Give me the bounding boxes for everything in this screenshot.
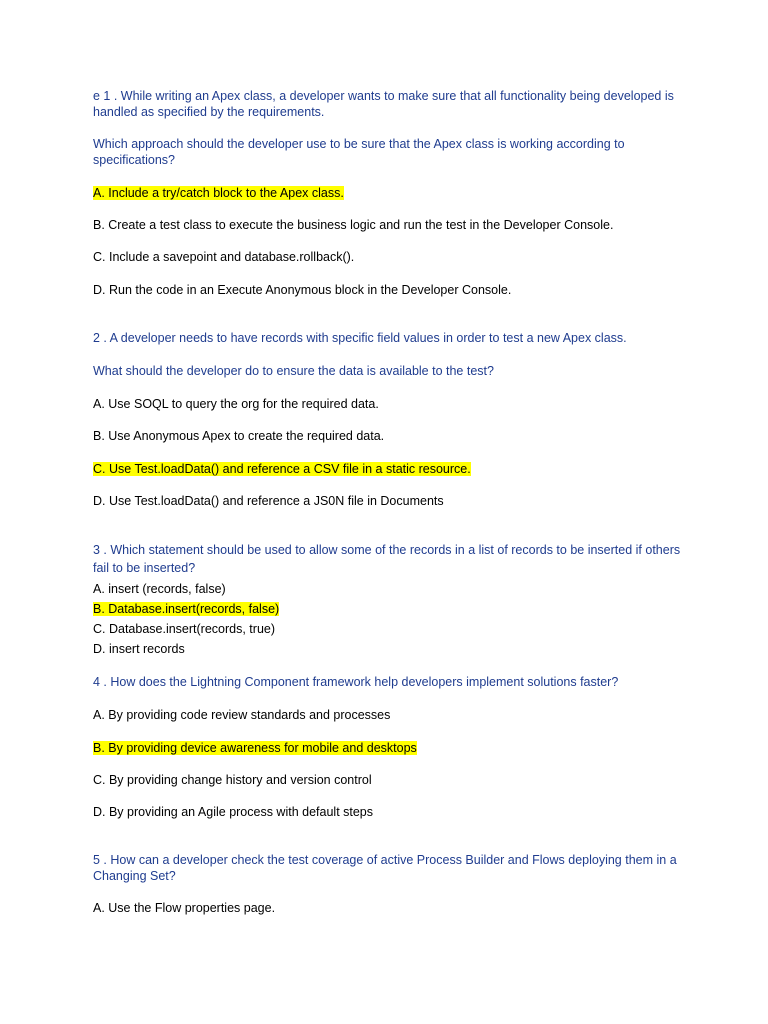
highlighted-answer: A. Include a try/catch block to the Apex class. [93,186,344,200]
question-3-option-c: C. Database.insert(records, true) [93,622,276,636]
question-4-option-a: A. By providing code review standards and processes [93,708,391,722]
question-1-option-b: B. Create a test class to execute the business logic and run the test in the Developer Console. [93,218,614,232]
question-2-prompt: What should the developer do to ensure the data is available to the test? [93,364,494,378]
question-1-option-a [93,185,683,201]
question-2 [93,330,683,509]
question-1 [93,88,683,298]
question-2-stem: 2 . A developer needs to have records with specific field values in order to test a new Apex class. [93,331,627,345]
question-1-prompt: Which approach should the developer use to be sure that the Apex class is working according to specifications? [93,137,625,167]
question-3-stem: 3 . Which statement should be used to allow some of the records in a list of records to be inserted if others fail to be inserted? [93,543,681,575]
highlighted-answer: B. By providing device awareness for mobile and desktops [93,741,417,755]
question-3-option-a: A. insert (records, false) [93,582,226,596]
question-2-option-d: D. Use Test.loadData() and reference a JS0N file in Documents [93,494,444,508]
question-5-option-a: A. Use the Flow properties page. [93,901,276,915]
question-3-option-b [93,601,683,617]
question-2-option-b: B. Use Anonymous Apex to create the required data. [93,429,385,443]
question-1-stem: e 1 . While writing an Apex class, a developer wants to make sure that all functionality being developed is handled as specified by the requirements. [93,89,674,119]
question-4-stem: 4 . How does the Lightning Component framework help developers implement solutions faster? [93,675,619,689]
question-2-option-a: A. Use SOQL to query the org for the required data. [93,397,379,411]
question-4 [93,674,683,820]
question-4-option-b [93,740,683,756]
question-1-option-c: C. Include a savepoint and database.rollback(). [93,250,355,264]
question-4-option-d: D. By providing an Agile process with default steps [93,805,374,819]
question-5 [93,852,683,916]
question-3 [93,541,683,657]
question-1-option-d: D. Run the code in an Execute Anonymous block in the Developer Console. [93,283,512,297]
highlighted-answer: C. Use Test.loadData() and reference a CSV file in a static resource. [93,462,471,476]
question-4-option-c: C. By providing change history and version control [93,773,372,787]
question-2-option-c [93,461,683,477]
document-page [93,88,683,916]
question-3-option-d: D. insert records [93,642,185,656]
question-5-stem: 5 . How can a developer check the test coverage of active Process Builder and Flows deploying them in a Changing Set? [93,853,677,883]
highlighted-answer: B. Database.insert(records, false) [93,602,280,616]
